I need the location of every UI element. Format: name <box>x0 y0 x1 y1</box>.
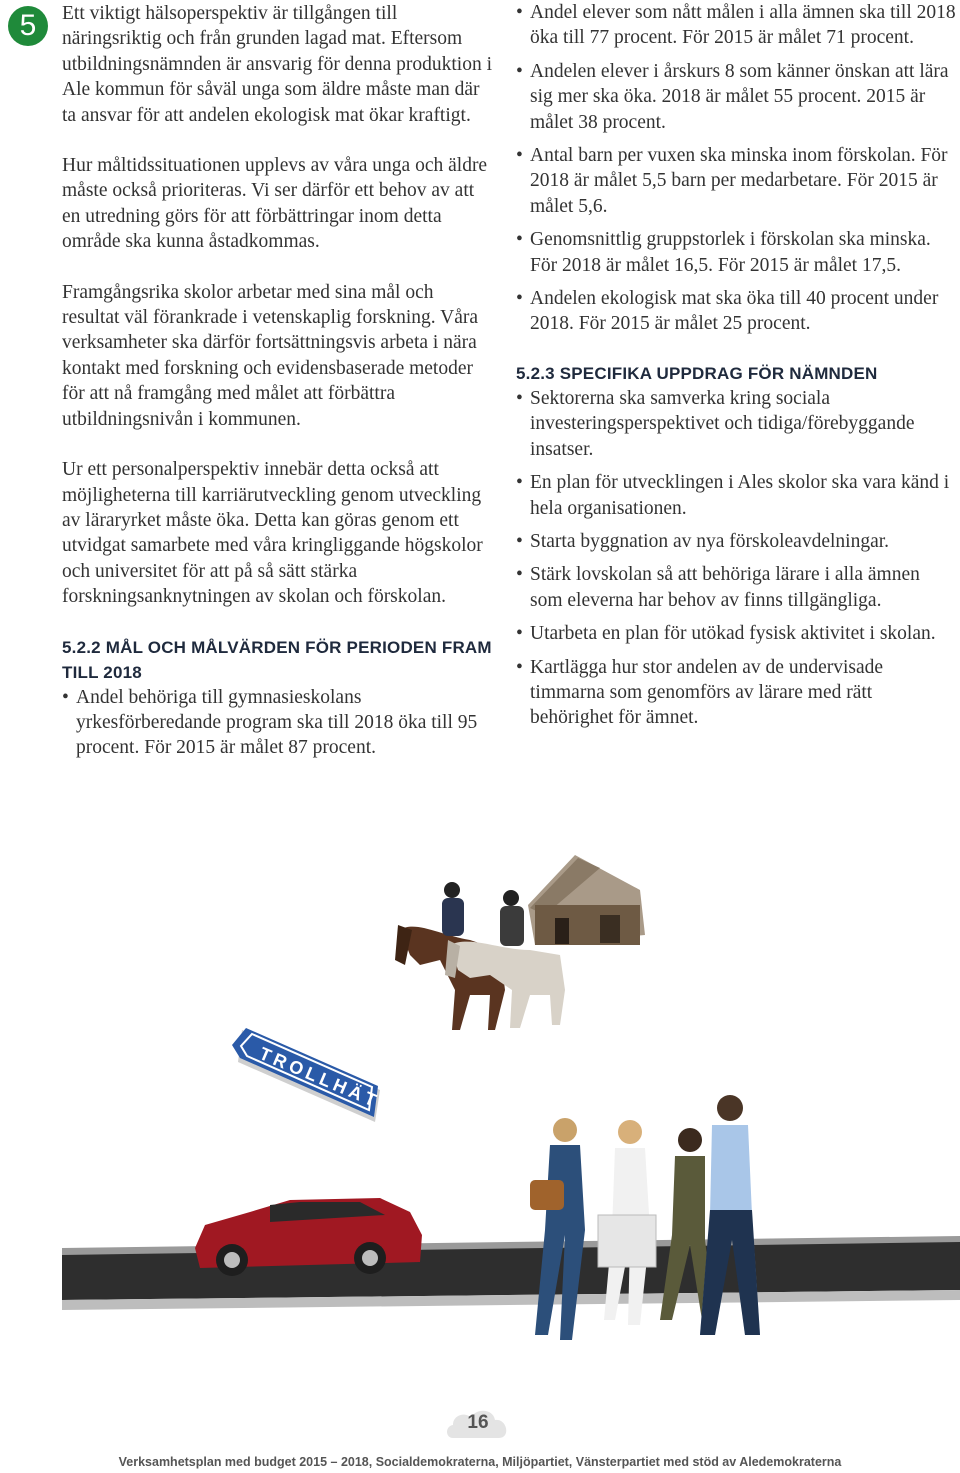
illustration <box>0 830 960 1390</box>
list-item: • En plan för utvecklingen i Ales skolor ska vara känd i hela organisationen. <box>516 470 956 521</box>
list-item: • Andel elever som nått målen i alla ämnen ska till 2018 öka till 77 procent. För 2015 är målet 71 procent. <box>516 0 956 51</box>
right-column <box>516 0 956 739</box>
list-item: • Stärk lovskolan så att behöriga lärare i alla ämnen som eleverna har behov av finns tillgängliga. <box>516 562 956 613</box>
page-number: 16 <box>467 1412 489 1433</box>
bullet-list <box>516 0 956 337</box>
list-item: • Andelen elever i årskurs 8 som känner önskan att lära sig mer ska öka. 2018 är målet 55 procent. 2015 är målet 38 procent. <box>516 59 956 135</box>
list-item: • Sektorerna ska samverka kring sociala investeringsperspektivet och tidiga/förebyggande insatser. <box>516 386 956 462</box>
list-item: • Genomsnittlig gruppstorlek i förskolan ska minska. För 2018 är målet 16,5. För 2015 är målet 17,5. <box>516 227 956 278</box>
bullet-list <box>516 386 956 731</box>
paragraph: Hur måltidssituationen upplevs av våra unga och äldre måste också prioriteras. Vi ser därför ett behov av att en utredning görs för att förbättringar inom detta område ska kunna åstadkommas. <box>62 155 488 253</box>
paragraph: Ett viktigt hälsoperspektiv är tillgången till näringsriktig och från grunden lagad mat. Eftersom utbildningsnämnden är ansvarig för denna produktion i Ale kommun för såväl unga som äldre måste man där ta ansvar för att andelen ekologisk mat ökar kraftigt. <box>62 3 492 126</box>
list-item: • Kartlägga hur stor andelen av de undervisade timmarna som genomförs av lärare med rätt behörighet för ämnet. <box>516 655 956 731</box>
section-heading-5-2-3: 5.2.3 SPECIFIKA UPPDRAG FÖR NÄMNDEN <box>516 363 878 383</box>
chapter-badge: 5 <box>8 6 48 46</box>
list-item: • Andelen ekologisk mat ska öka till 40 procent under 2018. För 2015 är målet 25 procent. <box>516 286 956 337</box>
footer: Verksamhetsplan med budget 2015 – 2018, Socialdemokraterna, Miljöpartiet, Vänsterpartiet med stöd av Aledemokraterna <box>118 1455 842 1469</box>
section-heading-5-2-2: 5.2.2 MÅL OCH MÅLVÄRDEN FÖR PERIODEN FRAM TILL 2018 <box>62 637 492 682</box>
left-column <box>62 0 492 769</box>
barn-icon <box>528 855 645 945</box>
road-sign-text: TROLLHÄTTAN <box>256 1043 427 1131</box>
bullet-list <box>62 685 492 761</box>
list-item: • Andel behöriga till gymnasieskolans yrkesförberedande program ska till 2018 öka till 95 procent. För 2015 är målet 87 procent. <box>62 685 492 761</box>
paragraph: Framgångsrika skolor arbetar med sina mål och resultat väl förankrade i vetenskaplig forskning. Våra verksamheter ska därför fortsättningsvis arbeta i nära kontakt med forskning och evidensbaserade metoder för att nå framgång med målet att förbättra utbildningsnivån i kommunen. <box>62 281 479 430</box>
list-item: • Utarbeta en plan för utökad fysisk aktivitet i skolan. <box>516 621 956 646</box>
list-item: • Starta byggnation av nya förskoleavdelningar. <box>516 529 956 554</box>
road-sign-icon <box>232 1028 427 1131</box>
paragraph: Ur ett personalperspektiv innebär detta också att möjligheterna till karriärutveckling genom utveckling av läraryrket måste öka. Detta kan göras genom ett utvidgat samarbete med våra kringliggande högskolor och universitet för att på så sätt stärka forskningsanknytningen av skolan och förskolan. <box>62 459 483 608</box>
list-item: • Antal barn per vuxen ska minska inom förskolan. För 2018 är målet 5,5 barn per medarbetare. För 2015 är målet 5,6. <box>516 143 956 219</box>
